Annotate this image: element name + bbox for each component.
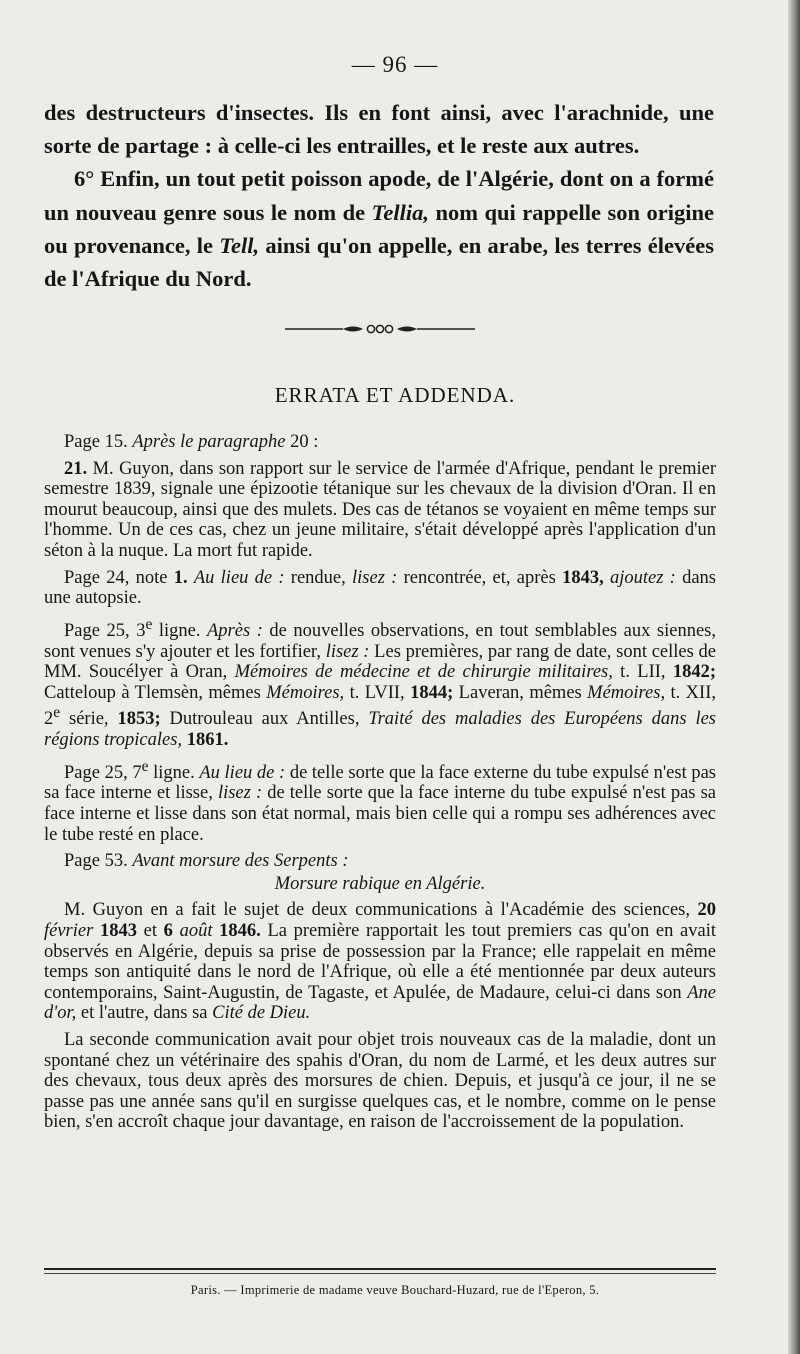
text-run: 3 xyxy=(129,620,146,641)
text-run: t. XII, 2 xyxy=(44,682,716,730)
italic-memoires: Mémoires, xyxy=(266,682,345,703)
year: 1853; xyxy=(117,709,161,730)
errata-entry-page-15 xyxy=(44,432,716,453)
errata-title: ERRATA ET ADDENDA. xyxy=(274,383,516,407)
page-ref: Page 24, xyxy=(64,567,130,588)
text-run: note xyxy=(129,567,174,588)
year: 1842; xyxy=(672,662,716,683)
page-ref: Page 15. xyxy=(64,432,128,452)
text-run: t. LVII, xyxy=(344,682,411,703)
italic-au-lieu-de: Au lieu de : xyxy=(199,762,286,783)
year: 1843, xyxy=(562,567,604,588)
section-subtitle xyxy=(44,874,716,895)
superscript: e xyxy=(141,757,149,775)
italic-month: février xyxy=(44,920,94,941)
text-run: de nouvelles observations, en tout semblables aux siennes, sont venues s'y ajouter et les fortifier, xyxy=(44,620,716,662)
text-run: de telle sorte que la face externe du tube expulsé n'est pas sa face interne et lisse, xyxy=(44,762,717,804)
text-run: M. Guyon en a fait le sujet de deux communications à l'Académie des sciences, xyxy=(64,900,698,921)
text-run: Catteloup à Tlemsèn, mêmes xyxy=(44,682,267,703)
superscript: e xyxy=(53,704,61,722)
day: 20 xyxy=(697,900,716,921)
text-run: série, xyxy=(60,709,118,730)
italic-apres: Après : xyxy=(207,620,263,641)
errata-entry-page-24 xyxy=(44,568,716,609)
footer-rule xyxy=(44,1268,716,1270)
text-run: rencontrée, et, après xyxy=(397,567,563,588)
year: 1844; xyxy=(410,682,454,703)
text-run: 6° Enfin, un tout petit poisson apode, de l'Algérie, dont on a formé un nouveau genre sous le nom de xyxy=(44,166,714,225)
italic-traite: Traité des maladies des Européens dans les régions tropicales, xyxy=(44,709,716,751)
entry-text: M. Guyon, dans son rapport sur le service de l'armée d'Afrique, pendant le premier semestre 1839, signale une épizootie tétanique sur les chevaux de la division d'Oran. Il en mourut beaucoup, ainsi que des mulets. Des cas de tétanos se voyaient en même temps sur l'homme. Un de ces cas, chez un jeune militaire, s'était développé après l'application d'un séton à la nuque. La mort fut rapide. xyxy=(44,458,716,561)
italic-cite-de-dieu: Cité de Dieu. xyxy=(212,1003,311,1024)
entry-number: 21. xyxy=(64,458,88,479)
italic-avant: Avant morsure des Serpents : xyxy=(132,851,349,872)
text-run: 7 xyxy=(127,762,142,783)
page-ref: Page 25, xyxy=(64,620,130,641)
italic-memoires: Mémoires, xyxy=(587,682,666,703)
note-number: 1. xyxy=(173,567,188,588)
text-run: Dutrouleau aux Antilles, xyxy=(160,709,369,730)
italic-ane-dor: Ane d'or, xyxy=(44,982,716,1024)
italic-lisez: lisez : xyxy=(325,641,370,662)
printer-imprint: Paris. — Imprimerie de madame veuve Bouchard-Huzard, rue de l'Eperon, 5. xyxy=(190,1283,600,1297)
page-ref: Page 53. xyxy=(64,851,128,872)
page-edge-shadow xyxy=(788,0,800,1354)
intro-paragraph-1: des destructeurs d'insectes. Ils en font ainsi, avec l'arachnide, une sorte de partage : à celle-ci les entrailles, et le reste aux autres. xyxy=(44,100,714,159)
text-run: nom qui rappelle son origine ou provenance, le xyxy=(44,199,714,258)
italic-apres: Après le paragraphe xyxy=(132,432,286,452)
intro-text xyxy=(44,96,714,295)
italic-lisez: lisez : xyxy=(352,567,398,588)
paragraph-number: 20 : xyxy=(290,432,319,452)
year: 1846. xyxy=(219,920,261,941)
superscript: e xyxy=(145,615,153,633)
errata-entry-page-25-line-3 xyxy=(44,615,716,751)
year: 1861. xyxy=(182,730,229,751)
morsure-paragraph-1 xyxy=(44,900,716,1024)
errata-entry-page-25-line-7 xyxy=(44,757,716,846)
italic-ajoutez: ajoutez : xyxy=(609,567,676,588)
day: 6 xyxy=(163,920,173,941)
errata-body xyxy=(44,432,716,1139)
italic-memoires: Mémoires de médecine et de chirurgie militaires, xyxy=(234,662,613,683)
italic-lisez: lisez : xyxy=(217,783,263,804)
text-run: dans une autopsie. xyxy=(44,567,716,609)
text-run: rendue, xyxy=(284,567,353,588)
footer-rule xyxy=(44,1273,716,1274)
page-number: — 96 — xyxy=(351,52,439,77)
text-run: et l'autre, dans sa xyxy=(76,1003,213,1024)
intro-paragraph-2 xyxy=(44,162,714,295)
italic-subtitle: Morsure rabique en Algérie. xyxy=(274,873,486,894)
text-run: Les premières, par rang de date, sont celles de MM. Soucélyer à Oran, xyxy=(44,641,716,683)
text-run: ligne. xyxy=(148,762,200,783)
errata-entry-21 xyxy=(44,459,716,562)
errata-entry-page-53 xyxy=(44,851,716,872)
text-run: La première rapportait les tout premiers cas qu'on en avait observés en Algérie, depuis sa prise de possession par la France; elle rappelait en même temps son antiquité dans le nord de l'Afrique, où elle a été mentionnée par deux auteurs contemporains, Saint-Augustin, de Tagaste, et Apulée, de Madaure, celui-ci dans son xyxy=(44,920,717,1003)
page-ref: Page 25, xyxy=(64,762,128,783)
text-run: de telle sorte que la face interne du tube expulsé n'est pas sa face interne et lisse dans son état normal, mais bien celle qui a rompu ses adhérences avec le tube resté en place. xyxy=(44,783,716,845)
text-run: ligne. xyxy=(152,620,207,641)
italic-month: août xyxy=(179,920,213,941)
text-run: ainsi qu'on appelle, en arabe, les terres élevées de l'Afrique du Nord. xyxy=(44,232,714,292)
year: 1843 xyxy=(99,920,137,941)
italic-tellia: Tellia, xyxy=(371,199,429,225)
text-run: Laveran, mêmes xyxy=(453,682,588,703)
italic-tell: Tell, xyxy=(219,232,260,258)
text-run: t. LII, xyxy=(612,662,673,683)
morsure-paragraph-2: La seconde communication avait pour objet trois nouveaux cas de la maladie, dont un spontané chez un vétérinaire des spahis d'Oran, du nom de Larmé, et les deux autres sur des chevaux, tous deux après des morsures de chien. Depuis, et jusqu'à ce jour, il ne se passe pas une année sans qu'il en surgisse quelques cas, et le nombre, comme on le pense bien, s'en accroît chaque jour davantage, en raison de l'accroissement de la population. xyxy=(44,1029,716,1133)
ornament-divider xyxy=(285,320,475,338)
text-run: et xyxy=(136,920,164,941)
italic-au-lieu-de: Au lieu de : xyxy=(193,567,285,588)
